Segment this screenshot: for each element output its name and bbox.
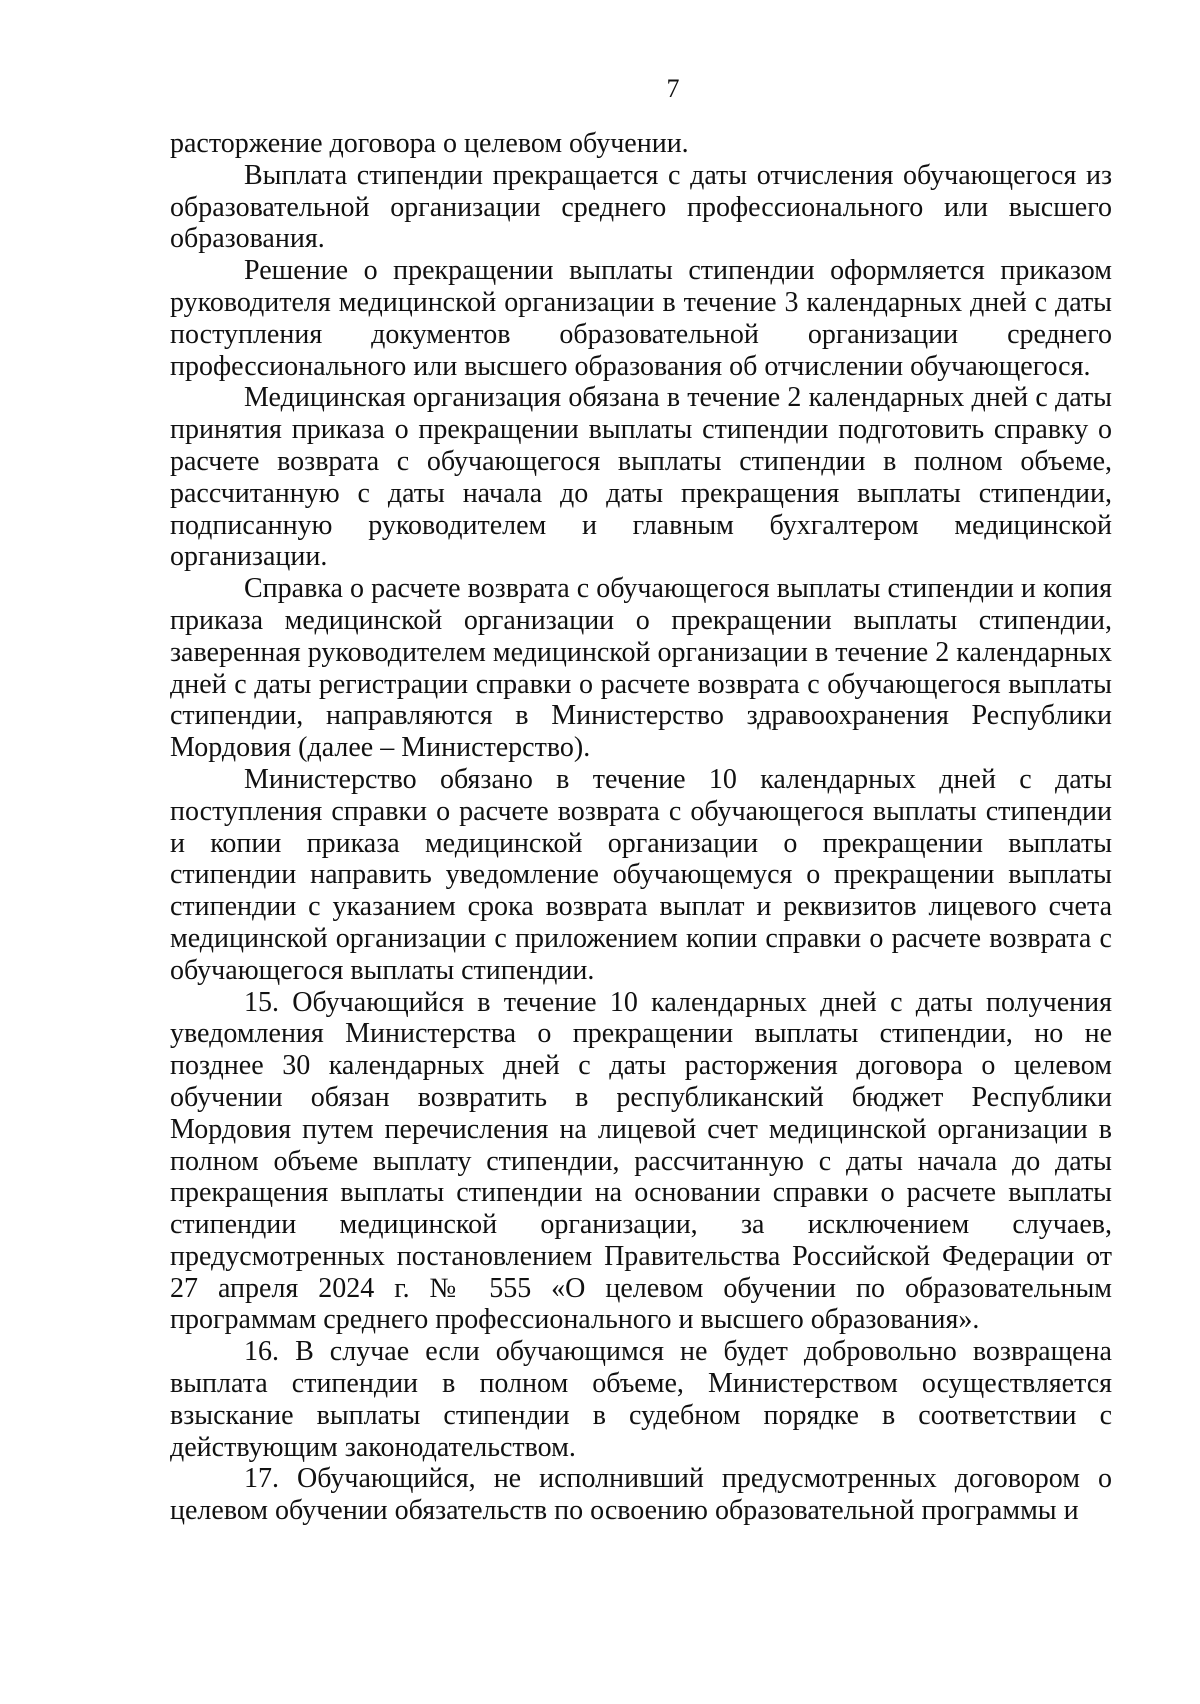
paragraph-refund-certificate: Медицинская организация обязана в течение 2 календарных дней с даты принятия приказа о прекращении выплаты стипендии подготовить справку о расчете возврата с обучающегося выплаты стипендии в полном объеме, рассчитанную с даты начала до даты прекращения выплаты стипендии, подписанную руководителем и главным бухгалтером медицинской организации. <box>170 382 1112 573</box>
paragraph-scholarship-termination: Выплата стипендии прекращается с даты отчисления обучающегося из образовательной организации среднего профессионального или высшего образования. <box>170 159 1112 255</box>
document-body <box>170 128 1112 1527</box>
paragraph-clause-15: 15. Обучающийся в течение 10 календарных дней с даты получения уведомления Министерства о прекращении выплаты стипендии, но не позднее 30 календарных дней с даты расторжения договора о целевом обучении обязан возвратить в республиканский бюджет Республики Мордовия путем перечисления на лицевой счет медицинской организации в полном объеме выплату стипендии, рассчитанную с даты начала до даты прекращения выплаты стипендии на основании справки о расчете выплаты стипендии медицинской организации, за исключением случаев, предусмотренных постановлением Правительства Российской Федерации от 27 апреля 2024 г. № 555 «О целевом обучении по образовательным программам среднего профессионального и высшего образования». <box>170 986 1112 1336</box>
page-number: 7 <box>666 74 680 103</box>
paragraph-clause-16: 16. В случае если обучающимся не будет добровольно возвращена выплата стипендии в полном объеме, Министерством осуществляется взыскание выплаты стипендии в судебном порядке в соответствии с действующим законодательством. <box>170 1336 1112 1463</box>
paragraph-clause-17: 17. Обучающийся, не исполнивший предусмотренных договором о целевом обучении обязательств по освоению образовательной программы и <box>170 1463 1112 1527</box>
paragraph-termination-order: Решение о прекращении выплаты стипендии оформляется приказом руководителя медицинской организации в течение 3 календарных дней с даты поступления документов образовательной организации среднего профессионального или высшего образования об отчислении обучающегося. <box>170 255 1112 382</box>
paragraph-certificate-submission: Справка о расчете возврата с обучающегося выплаты стипендии и копия приказа медицинской организации о прекращении выплаты стипендии, заверенная руководителем медицинской организации в течение 2 календарных дней с даты регистрации справки о расчете возврата с обучающегося выплаты стипендии, направляются в Министерство здравоохранения Республики Мордовия (далее – Министерство). <box>170 573 1112 764</box>
paragraph-continuation: расторжение договора о целевом обучении. <box>170 128 689 159</box>
paragraph-ministry-notification: Министерство обязано в течение 10 календарных дней с даты поступления справки о расчете возврата с обучающегося выплаты стипендии и копии приказа медицинской организации о прекращении выплаты стипендии направить уведомление обучающемуся о прекращении выплаты стипендии с указанием срока возврата выплат и реквизитов лицевого счета медицинской организации с приложением копии справки о расчете возврата с обучающегося выплаты стипендии. <box>170 763 1112 986</box>
